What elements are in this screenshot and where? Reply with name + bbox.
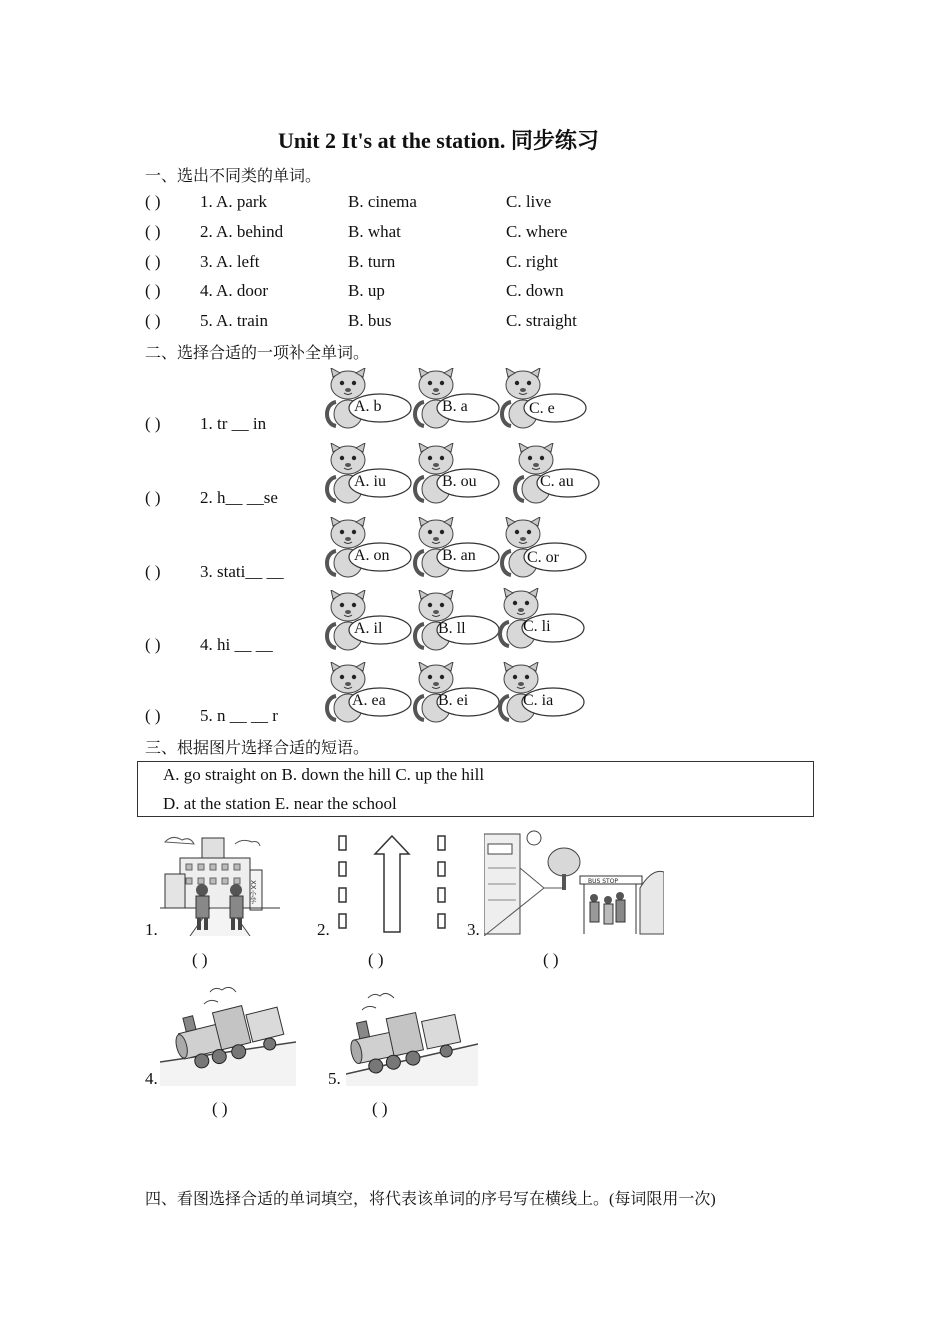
option-c: C. straight [506,311,577,330]
answer-blank[interactable]: ( ) [145,281,161,300]
cat-icon [497,517,589,579]
up-arrow-icon [375,836,409,932]
school-picture [160,830,280,936]
cat-option-a[interactable] [322,368,412,430]
school-sign: XX小学 [249,880,257,904]
option-label: B. ll [438,620,466,637]
cat-option-c[interactable] [497,368,587,430]
option-label: B. ou [442,473,477,490]
train-up-hill-picture [160,982,296,1086]
option-c: C. right [506,252,558,271]
question-text: 2. A. behind [200,222,284,241]
option-b: B. bus [348,311,392,330]
option-c: C. live [506,192,552,211]
answer-blank[interactable]: ( ) [372,1099,388,1118]
option-label: A. il [354,620,383,637]
question-word: 4. hi __ __ [200,635,273,654]
answer-blank[interactable]: ( ) [145,635,161,654]
option-label: A. on [354,547,390,564]
cat-option-c[interactable] [495,588,585,650]
section-4-heading: 四、看图选择合适的单词填空，将代表该单词的序号写在横线上。(每词限用一次) [145,1191,716,1208]
cat-option-a[interactable] [322,443,412,505]
picture-number: 2. [317,920,330,939]
question-word: 5. n __ __ r [200,706,278,725]
answer-blank[interactable]: ( ) [145,311,161,330]
answer-blank[interactable]: ( ) [543,950,559,969]
option-c: C. down [506,281,564,300]
picture-number: 3. [467,920,480,939]
cat-option-c[interactable] [497,517,587,579]
question-text: 4. A. door [200,281,268,300]
question-word: 1. tr __ in [200,414,267,433]
cat-option-b[interactable] [410,590,500,652]
page-title: Unit 2 It's at the station. 同步练习 [278,128,599,153]
option-c: C. where [506,222,568,241]
option-b: B. turn [348,252,396,271]
option-b: B. up [348,281,385,300]
option-label: C. au [540,473,574,490]
cat-option-c[interactable] [495,662,585,724]
answer-blank[interactable]: ( ) [145,252,161,271]
cat-option-a[interactable] [322,590,412,652]
option-b: B. what [348,222,401,241]
phrase-line-1: A. go straight on B. down the hill C. up the hill [163,765,485,784]
option-label: B. ei [438,692,469,709]
picture-number: 4. [145,1069,158,1088]
question-text: 1. A. park [200,192,268,211]
cat-option-b[interactable] [410,517,500,579]
section-3-heading: 三、根据图片选择合适的短语。 [145,740,370,757]
question-word: 3. stati__ __ [200,562,284,581]
option-label: C. or [527,549,559,566]
option-label: A. iu [354,473,386,490]
section-2-heading: 二、选择合适的一项补全单词。 [145,345,370,362]
option-label: B. a [442,398,468,415]
question-word: 2. h__ __se [200,488,278,507]
cat-option-c[interactable] [510,443,600,505]
answer-blank[interactable]: ( ) [192,950,208,969]
answer-blank[interactable]: ( ) [368,950,384,969]
bus-stop-sign: BUS STOP [588,878,619,885]
picture-number: 5. [328,1069,341,1088]
option-label: C. li [523,618,551,635]
cat-option-b[interactable] [410,662,500,724]
picture-number: 1. [145,920,158,939]
phrase-line-2: D. at the station E. near the school [163,794,397,813]
answer-blank[interactable]: ( ) [145,488,161,507]
cat-option-b[interactable] [410,443,500,505]
cat-option-a[interactable] [322,517,412,579]
option-label: C. ia [523,692,554,709]
option-label: A. ea [352,692,386,709]
option-label: A. b [354,398,382,415]
answer-blank[interactable]: ( ) [145,222,161,241]
question-text: 5. A. train [200,311,268,330]
cat-icon [497,368,589,430]
option-label: C. e [529,400,555,417]
straight-arrow-picture [335,832,455,936]
option-b: B. cinema [348,192,417,211]
answer-blank[interactable]: ( ) [145,414,161,433]
answer-blank[interactable]: ( ) [145,562,161,581]
phrase-box [137,761,814,817]
option-label: B. an [442,547,476,564]
section-1-heading: 一、选出不同类的单词。 [145,168,322,185]
cat-option-b[interactable] [410,368,500,430]
answer-blank[interactable]: ( ) [145,706,161,725]
answer-blank[interactable]: ( ) [212,1099,228,1118]
train-down-hill-picture [346,988,478,1086]
station-picture [484,828,664,936]
question-text: 3. A. left [200,252,260,271]
cat-option-a[interactable] [322,662,412,724]
answer-blank[interactable]: ( ) [145,192,161,211]
